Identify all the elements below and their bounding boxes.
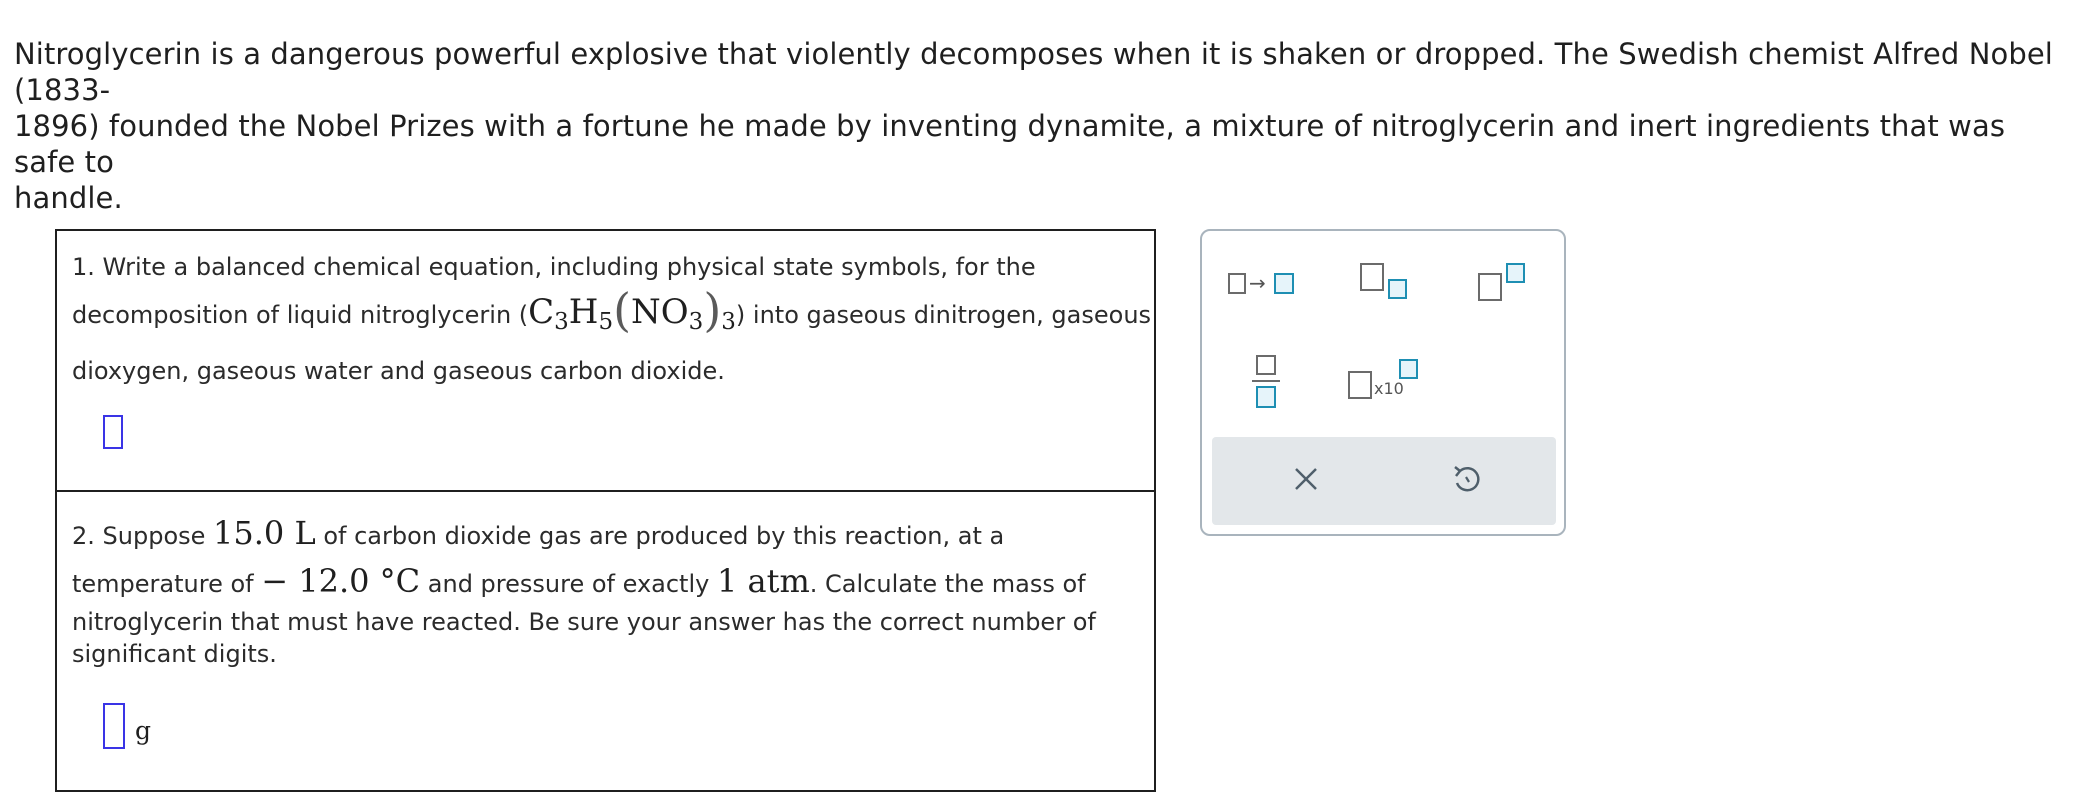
q2-line-2a: temperature of xyxy=(72,570,262,598)
clear-icon[interactable] xyxy=(1286,459,1326,499)
reaction-arrow-icon[interactable] xyxy=(1228,269,1304,299)
formula-c: C xyxy=(528,292,555,332)
formula-paren-open: ( xyxy=(613,283,632,337)
q2-volume: 15.0 L xyxy=(213,514,316,552)
q2-unit: g xyxy=(135,716,152,745)
question-2 xyxy=(57,492,1154,790)
q1-line-2a: decomposition of liquid nitroglycerin ( xyxy=(72,301,529,329)
formula-h: H xyxy=(568,292,599,332)
fraction-denominator-box xyxy=(1256,386,1276,408)
subscript-icon[interactable] xyxy=(1360,263,1412,305)
intro-line-2: 1896) founded the Nobel Prizes with a fortune he made by inventing dynamite, a mixture of nitroglycerin and inert ingredients that was safe to xyxy=(14,109,2006,179)
arrow-glyph: → xyxy=(1249,271,1266,295)
q2-line-2b: and pressure of exactly xyxy=(420,570,717,598)
formula-no: NO xyxy=(631,292,689,332)
formula-outer-sub: 3 xyxy=(721,309,736,335)
question-panel xyxy=(55,229,1156,792)
intro-line-1: Nitroglycerin is a dangerous powerful explosive that violently decomposes when it is shaken or dropped. The Swedish chemist Alfred Nobel (1833- xyxy=(14,37,2053,107)
action-tray xyxy=(1212,437,1556,525)
q1-line-2 xyxy=(72,283,1151,337)
q2-line-3: nitroglycerin that must have reacted. Be sure your answer has the correct number of xyxy=(72,608,1096,636)
q2-line-1a: 2. Suppose xyxy=(72,522,214,550)
fraction-icon[interactable] xyxy=(1252,355,1282,415)
formula-no-sub: 3 xyxy=(688,309,704,335)
q1-answer-input[interactable] xyxy=(103,415,123,449)
sci-base-box xyxy=(1348,371,1372,399)
math-toolbar xyxy=(1200,229,1566,536)
q1-line-1: 1. Write a balanced chemical equation, including physical state symbols, for the xyxy=(72,253,1036,281)
scientific-notation-icon[interactable] xyxy=(1348,359,1428,409)
x10-label: x10 xyxy=(1374,379,1404,398)
q1-line-2b: ) into gaseous dinitrogen, gaseous xyxy=(735,301,1152,329)
q2-line-4: significant digits. xyxy=(72,640,277,668)
subscript-box xyxy=(1388,279,1407,299)
subscript-base-box xyxy=(1360,263,1384,291)
fraction-numerator-box xyxy=(1256,355,1276,375)
q2-line-1 xyxy=(72,514,1004,552)
fraction-bar xyxy=(1252,380,1280,382)
q2-line-2c: . Calculate the mass of xyxy=(809,570,1086,598)
arrow-reactant-box xyxy=(1228,273,1246,294)
formula-c-sub: 3 xyxy=(554,309,569,335)
question-1 xyxy=(57,231,1154,492)
intro-line-3: handle. xyxy=(14,181,123,215)
superscript-box xyxy=(1506,263,1525,283)
undo-icon[interactable] xyxy=(1446,459,1486,499)
intro-text xyxy=(14,36,2074,216)
q2-line-2 xyxy=(72,562,1086,600)
q1-line-3: dioxygen, gaseous water and gaseous carbon dioxide. xyxy=(72,357,725,385)
formula-h-sub: 5 xyxy=(598,309,614,335)
q2-line-1b: of carbon dioxide gas are produced by this reaction, at a xyxy=(315,522,1005,550)
nitroglycerin-formula xyxy=(528,283,736,337)
q2-answer-input[interactable] xyxy=(103,703,125,749)
sci-exponent-box xyxy=(1399,359,1418,379)
arrow-product-box xyxy=(1274,273,1294,294)
q2-pressure: 1 atm xyxy=(716,562,810,600)
formula-paren-close: ) xyxy=(703,283,722,337)
q2-temperature: − 12.0 °C xyxy=(261,562,421,600)
superscript-base-box xyxy=(1478,273,1502,301)
superscript-icon[interactable] xyxy=(1478,263,1530,305)
